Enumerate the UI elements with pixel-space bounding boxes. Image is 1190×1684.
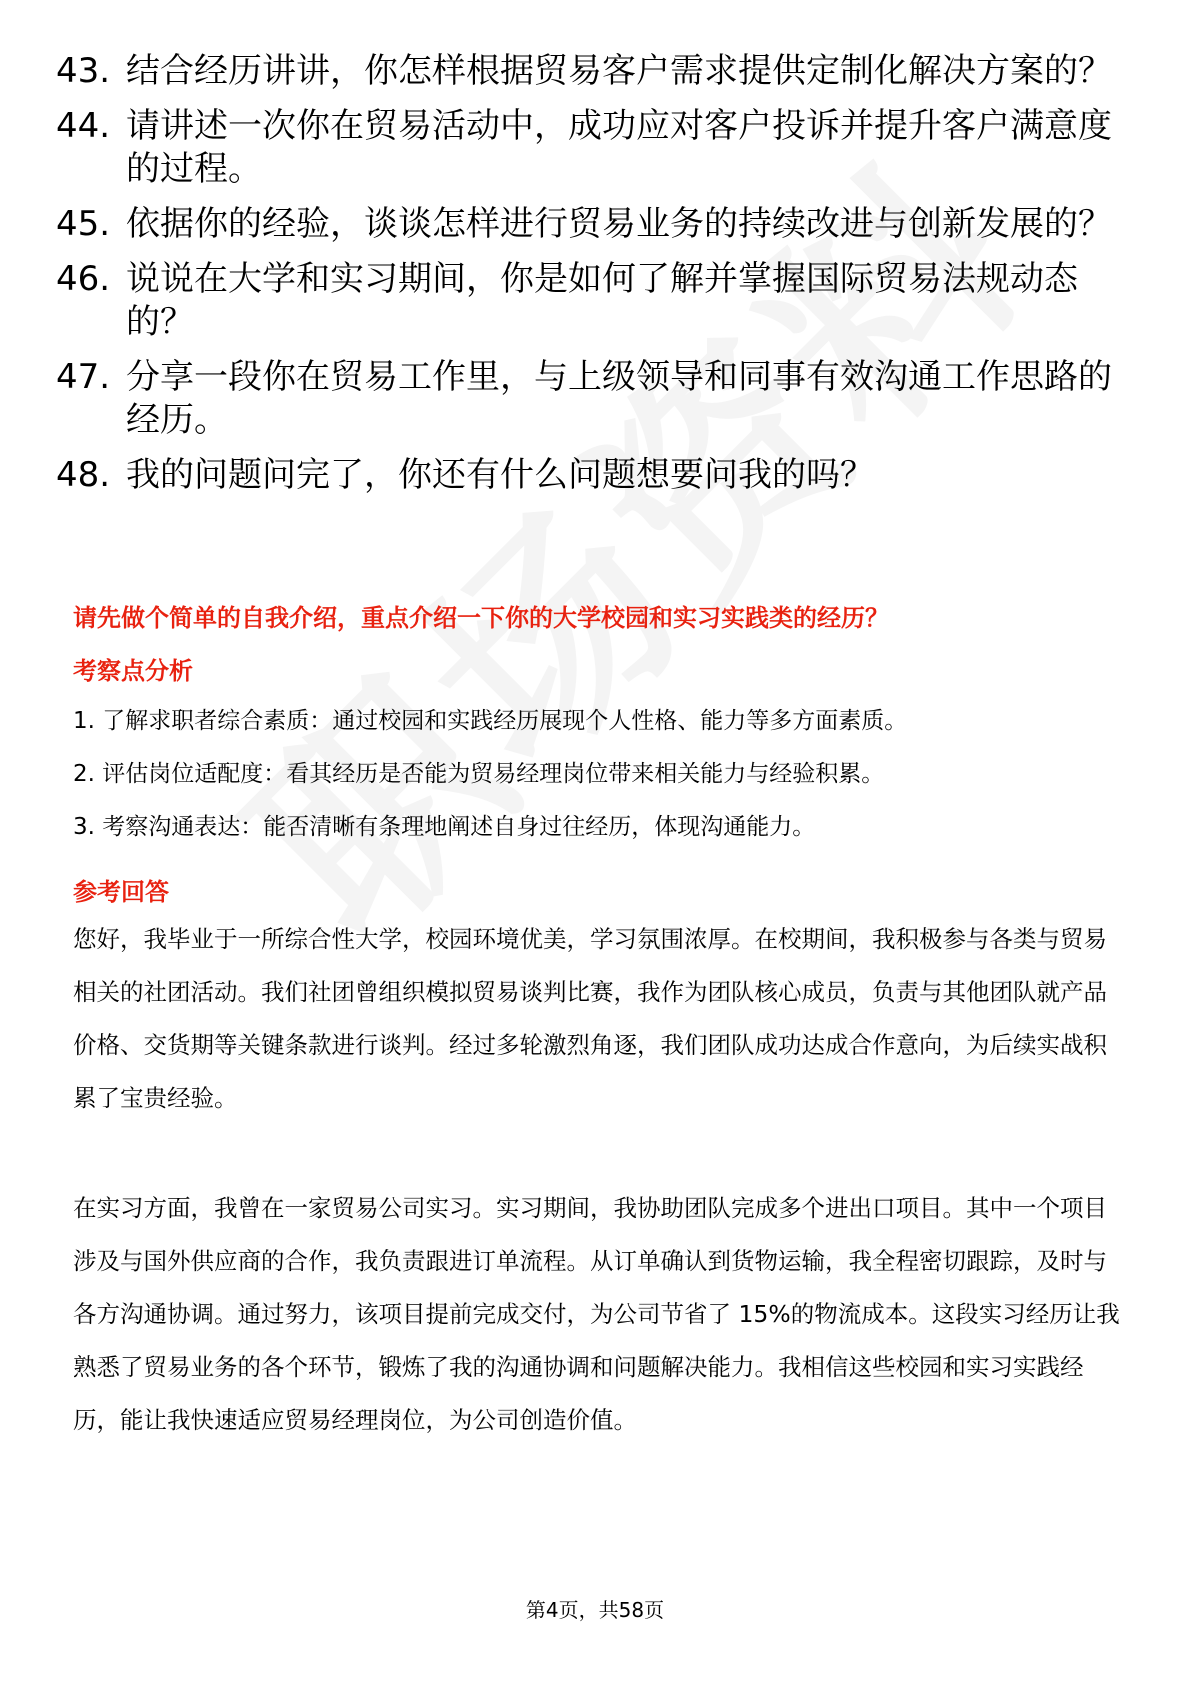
question-number: 46. — [56, 259, 111, 299]
question-list — [56, 50, 1136, 509]
question-text: 我的问题问完了，你还有什么问题想要问我的吗？ — [126, 455, 874, 495]
question-text: 结合经历讲讲，你怎样根据贸易客户需求提供定制化解决方案的？ — [126, 51, 1112, 91]
question-number: 44. — [56, 106, 111, 146]
page-footer: 第4页，共58页 — [525, 1598, 665, 1622]
analysis-list — [73, 706, 1133, 865]
answer-paragraph: 您好，我毕业于一所综合性大学，校园环境优美，学习氛围浓厚。在校期间，我积极参与各类与贸易相关的社团活动。我们社团曾组织模拟贸易谈判比赛，我作为团队核心成员，负责与其他团队就产品价格、交货期等关键条款进行谈判。经过多轮激烈角逐，我们团队成功达成合作意向，为后续实战积累了宝贵经验。 — [73, 925, 1107, 1112]
question-item — [56, 50, 1136, 93]
analysis-item: 3. 考察沟通表达：能否清晰有条理地阐述自身过往经历，体现沟通能力。 — [73, 814, 816, 840]
question-text: 说说在大学和实习期间，你是如何了解并掌握国际贸易法规动态的？ — [126, 259, 1078, 342]
analysis-heading: 考察点分析 — [73, 657, 193, 685]
question-item — [56, 258, 1136, 344]
answer-paragraph: 在实习方面，我曾在一家贸易公司实习。实习期间，我协助团队完成多个进出口项目。其中一个项目涉及与国外供应商的合作，我负责跟进订单流程。从订单确认到货物运输，我全程密切跟踪，及时与各方沟通协调。通过努力，该项目提前完成交付，为公司节省了 15%的物流成本。这段实习经历让我熟悉了贸易业务的各个环节，锻炼了我的沟通协调和问题解决能力。我相信这些校园和实习实践经历，能让我快速适应贸易经理岗位，为公司创造价值。 — [73, 1194, 1120, 1434]
question-item — [56, 105, 1136, 191]
question-number: 47. — [56, 357, 111, 397]
question-text: 分享一段你在贸易工作里，与上级领导和同事有效沟通工作思路的经历。 — [126, 357, 1112, 440]
answer-heading: 参考回答 — [73, 878, 169, 906]
question-item — [56, 356, 1136, 442]
question-item — [56, 454, 1136, 497]
question-number: 45. — [56, 204, 111, 244]
analysis-item: 2. 评估岗位适配度：看其经历是否能为贸易经理岗位带来相关能力与经验积累。 — [73, 761, 885, 787]
question-item — [56, 203, 1136, 246]
section-question-title: 请先做个简单的自我介绍，重点介绍一下你的大学校园和实习实践类的经历？ — [73, 604, 889, 632]
question-text: 请讲述一次你在贸易活动中，成功应对客户投诉并提升客户满意度的过程。 — [126, 106, 1112, 189]
question-number: 43. — [56, 51, 111, 91]
question-text: 依据你的经验，谈谈怎样进行贸易业务的持续改进与创新发展的？ — [126, 204, 1112, 244]
question-number: 48. — [56, 455, 111, 495]
analysis-item: 1. 了解求职者综合素质：通过校园和实践经历展现个人性格、能力等多方面素质。 — [73, 708, 908, 734]
